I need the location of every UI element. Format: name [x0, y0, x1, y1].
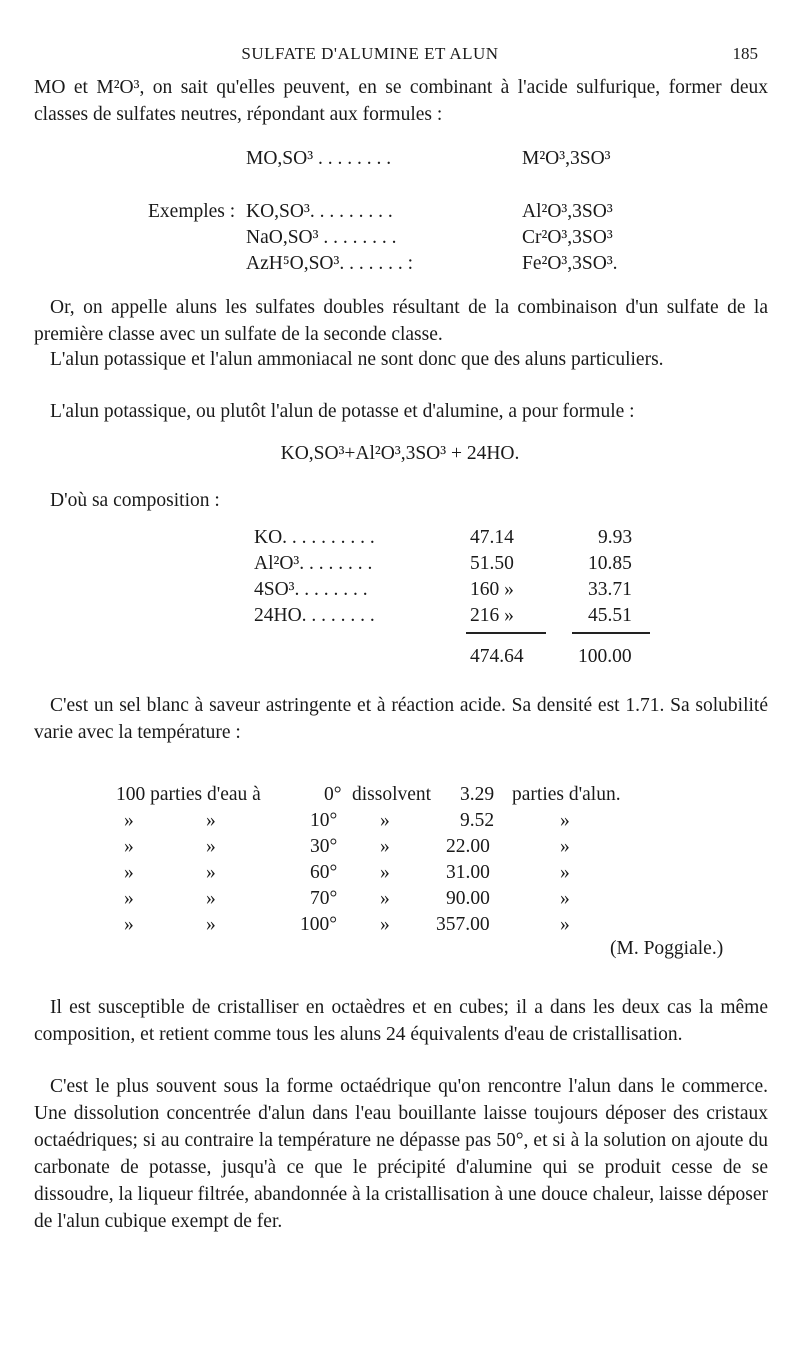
- ditto-mark: »: [206, 810, 216, 831]
- solubility-verb: dissolvent: [352, 784, 432, 805]
- solubility-value: 90.00: [446, 888, 490, 909]
- solubility-value: 31.00: [446, 862, 490, 883]
- composition-name: KO. . . . . . . . . .: [254, 527, 375, 548]
- main-formula: KO,SO³+Al²O³,3SO³ + 24HO.: [280, 443, 520, 464]
- paragraph-aluns: Or, on appelle aluns les sulfates doubles résultant de la combinaison d'un sulfate de la première classe avec un sulfate de la seconde classe.: [34, 297, 768, 345]
- solubility-value: 9.52: [460, 810, 495, 831]
- solubility-value: 3.29: [460, 784, 495, 805]
- composition-total-pct: 100.00: [578, 646, 632, 667]
- ditto-mark: »: [124, 888, 134, 909]
- ditto-mark: »: [380, 836, 390, 857]
- example-left: KO,SO³. . . . . . . . .: [246, 201, 393, 222]
- sum-rule: [466, 632, 546, 634]
- solubility-temp: 0°: [324, 784, 342, 805]
- ditto-mark: »: [206, 862, 216, 883]
- composition-name: 24HO. . . . . . . .: [254, 605, 375, 626]
- ditto-mark: »: [124, 862, 134, 883]
- solubility-value: 357.00: [436, 914, 490, 935]
- paragraph-commerce: C'est le plus souvent sous la forme octaédrique qu'on rencontre l'alun dans le commerce. Une dissolution concentrée d'alun dans l'eau bouillante laisse toujours déposer des cristaux octaédriques; si au contraire la température ne dépasse pas 50°, et si à la solution on ajoute du carbonate de potasse, jusqu'à ce que le précipité d'alumine qui se produit cesse de se dissoudre, la liqueur filtrée, abandonnée à la cristallisation à une douce chaleur, laisse déposer de l'alun cubique exempt de fer.: [34, 1076, 768, 1232]
- composition-label: D'où sa composition :: [50, 490, 220, 511]
- solubility-source: (M. Poggiale.): [610, 938, 724, 959]
- ditto-mark: »: [124, 836, 134, 857]
- header-title: SULFATE D'ALUMINE ET ALUN: [241, 44, 499, 63]
- composition-pct: 10.85: [588, 553, 632, 574]
- composition-eq: 47.14: [470, 527, 514, 548]
- composition-total-eq: 474.64: [470, 646, 524, 667]
- sum-rule: [572, 632, 650, 634]
- solubility-temp: 10°: [310, 810, 338, 831]
- example-left: AzH⁵O,SO³. . . . . . . :: [246, 253, 414, 274]
- page-number: 185: [732, 44, 758, 63]
- examples-label: Exemples :: [148, 201, 236, 222]
- ditto-mark: »: [206, 836, 216, 857]
- solubility-first-label: 100 parties d'eau à: [116, 784, 261, 805]
- ditto-mark: »: [560, 888, 570, 909]
- solubility-unit: parties d'alun.: [512, 784, 621, 805]
- running-header: [0, 44, 800, 68]
- ditto-mark: »: [380, 914, 390, 935]
- solubility-temp: 70°: [310, 888, 338, 909]
- composition-name: 4SO³. . . . . . . .: [254, 579, 368, 600]
- ditto-mark: »: [206, 888, 216, 909]
- solubility-temp: 30°: [310, 836, 338, 857]
- ditto-mark: »: [380, 862, 390, 883]
- solubility-temp: 100°: [300, 914, 338, 935]
- example-left: NaO,SO³ . . . . . . . .: [246, 227, 397, 248]
- paragraph-particuliers: L'alun potassique et l'alun ammoniacal ne sont donc que des aluns particuliers.: [50, 349, 664, 370]
- example-right: Al²O³,3SO³: [522, 201, 613, 222]
- ditto-mark: »: [124, 810, 134, 831]
- solubility-temp: 60°: [310, 862, 338, 883]
- composition-name: Al²O³. . . . . . . .: [254, 553, 373, 574]
- ditto-mark: »: [206, 914, 216, 935]
- composition-pct: 45.51: [588, 605, 632, 626]
- ditto-mark: »: [560, 836, 570, 857]
- ditto-mark: »: [560, 810, 570, 831]
- composition-pct: 33.71: [588, 579, 632, 600]
- example-right: Fe²O³,3SO³.: [522, 253, 618, 274]
- paragraph-cristal: Il est susceptible de cristalliser en octaèdres et en cubes; il a dans les deux cas la même composition, et retient comme tous les aluns 24 équivalents d'eau de cristallisation.: [34, 997, 768, 1045]
- intro-paragraph: MO et M²O³, on sait qu'elles peuvent, en se combinant à l'acide sulfurique, former deux classes de sulfates neutres, répondant aux formules :: [34, 77, 768, 125]
- ditto-mark: »: [124, 914, 134, 935]
- composition-eq: 51.50: [470, 553, 514, 574]
- ditto-mark: »: [380, 810, 390, 831]
- composition-eq: 216 »: [470, 605, 514, 626]
- example-right: Cr²O³,3SO³: [522, 227, 613, 248]
- composition-pct: 9.93: [598, 527, 633, 548]
- ditto-mark: »: [380, 888, 390, 909]
- paragraph-formule: L'alun potassique, ou plutôt l'alun de potasse et d'alumine, a pour formule :: [50, 401, 635, 422]
- general-formula-left: MO,SO³ . . . . . . . .: [246, 148, 392, 169]
- general-formula-right: M²O³,3SO³: [522, 148, 611, 169]
- composition-eq: 160 »: [470, 579, 514, 600]
- paragraph-sel: C'est un sel blanc à saveur astringente et à réaction acide. Sa densité est 1.71. Sa solubilité varie avec la température :: [34, 695, 768, 743]
- solubility-value: 22.00: [446, 836, 490, 857]
- ditto-mark: »: [560, 862, 570, 883]
- ditto-mark: »: [560, 914, 570, 935]
